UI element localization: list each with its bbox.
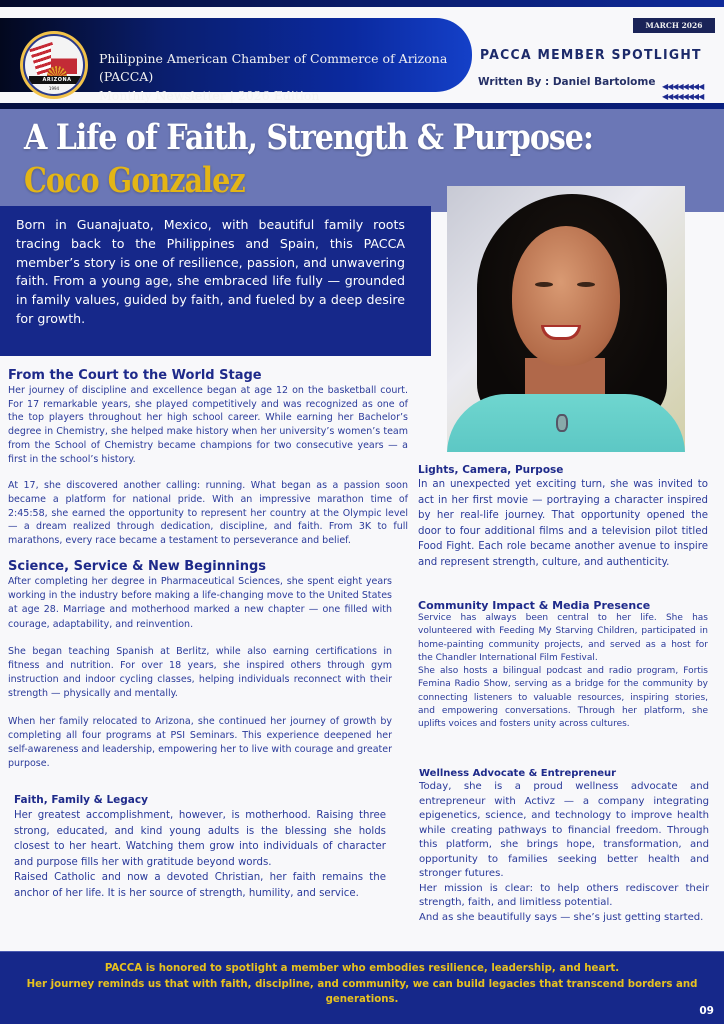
section-paragraph: She also hosts a bilingual podcast and radio program, Fortis Femina Radio Show, serving as a bridge for the community by connecting listeners to valuable resources, inspiring stories, and empowering conversations. Through her platform, she uplifts voices and fosters unity across cultures. <box>418 666 708 730</box>
section-paragraph: Her journey of discipline and excellence began at age 12 on the basketball court. For 17 remarkable years, she played competitively and was recognized as one of the top players throughout her high school career. While earning her Bachelor’s degree in Chemistry, she helped make history when her university’s women’s team from the School of Chemistry became champions for two consecutive years — a first in the school’s history. <box>8 385 408 465</box>
page-number: 09 <box>699 1005 714 1017</box>
member-photo <box>447 186 685 452</box>
footer-line: PACCA is honored to spotlight a member who embodies resilience, leadership, and heart. <box>104 963 620 974</box>
newsletter-edition: Monthly Newsletter | 2026 Edition <box>99 88 320 103</box>
section-paragraph: Raised Catholic and now a devoted Christian, her faith remains the anchor of her life. It is her source of strength, humility, and service. <box>14 872 386 899</box>
section-paragraph: Her greatest accomplishment, however, is motherhood. Raising three strong, educated, and kind young adults is the blessing she holds closest to her heart. Watching them grow into individuals of character and purpose fills her with gratitude beyond words. <box>14 810 386 868</box>
arrow-row: ◀◀◀◀◀◀◀◀ <box>662 92 704 101</box>
section-community <box>418 599 708 732</box>
section-lights <box>418 464 708 571</box>
section-heading: Community Impact & Media Presence <box>418 599 651 612</box>
spotlight-title: PACCA MEMBER SPOTLIGHT <box>480 47 702 63</box>
byline: Written By : Daniel Bartolome <box>478 76 656 88</box>
header-band <box>0 7 724 103</box>
date-badge: MARCH 2026 <box>633 18 715 33</box>
logo-band-text: ARIZONA <box>29 76 85 84</box>
photo-eye <box>535 282 553 287</box>
article-title: A Life of Faith, Strength & Purpose: <box>24 117 593 158</box>
subject-name: Coco Gonzalez <box>24 160 245 201</box>
section-court <box>8 368 408 548</box>
section-paragraph: At 17, she discovered another calling: running. What began as a passion soon became a platform for national pride. With an impressive marathon time of 2:45:58, she earned the opportunity to represent her country at the Olympic level — a dream realized through dedication, discipline, and faith. From 3K to full marathons, every race became a testament to perseverance and belief. <box>8 480 408 547</box>
section-heading: Science, Service & New Beginnings <box>8 559 267 574</box>
section-heading: From the Court to the World Stage <box>8 368 262 383</box>
intro-text: Born in Guanajuato, Mexico, with beautiful family roots tracing back to the Philippines and Spain, this PACCA member’s story is one of resilience, passion, and unwavering faith. From a young age, she embraced life fully — grounded in family values, guided by faith, and fueled by a deep desire for growth. <box>16 217 405 326</box>
section-paragraph: Service has always been central to her life. She has volunteered with Feeding My Starving Children, participated in home-painting community projects, and served as a host for the Chandler International Film Festival. <box>418 613 708 663</box>
section-heading: Wellness Advocate & Entrepreneur <box>419 768 617 779</box>
section-paragraph: When her family relocated to Arizona, she continued her journey of growth by completing all four programs at PSI Seminars. This experience deepened her self-awareness and leadership, empowering her to live with courage and greater purpose. <box>8 715 392 770</box>
photo-face <box>512 226 620 366</box>
pendant-icon <box>556 414 568 432</box>
section-paragraph: In an unexpected yet exciting turn, she was invited to act in her first movie — portraying a character inspired by her real-life journey. That opportunity opened the door to four additional films and a television pilot titled Food Fight. Each role became another avenue to inspire and represent strength, culture, and authenticity. <box>418 479 708 568</box>
top-stripe <box>0 0 724 7</box>
section-paragraph: Today, she is a proud wellness advocate and entrepreneur with Activz — a company integrating epigenetics, science, and technology to improve health while creating pathways to financial freedom. Through this platform, she brings hope, transformation, and opportunity to families seeking better health and stronger futures. <box>419 781 709 879</box>
section-science <box>8 559 392 771</box>
section-heading: Faith, Family & Legacy <box>14 794 148 806</box>
photo-eye <box>577 282 595 287</box>
section-paragraph: And as she beautifully says — she’s just getting started. <box>419 911 704 923</box>
section-heading: Lights, Camera, Purpose <box>418 464 564 476</box>
section-paragraph: She began teaching Spanish at Berlitz, while also earning certifications in fitness and nutrition. For over 18 years, she inspired others through gym instruction and indoor cycling classes, helping individuals reconnect with their strength — physically and mentally. <box>8 645 392 700</box>
section-paragraph: After completing her degree in Pharmaceutical Sciences, she spent eight years working in the industry before making a life-changing move to the United States at age 28. Marriage and motherhood marked a new chapter — one filled with courage, adaptability, and reinvention. <box>8 576 392 630</box>
logo-year: 1994 <box>48 86 60 91</box>
pacca-seal-logo <box>20 31 88 99</box>
intro-box <box>0 206 431 356</box>
section-faith <box>14 794 386 901</box>
footer-message <box>20 961 704 1008</box>
org-name: Philippine American Chamber of Commerce of Arizona (PACCA) <box>99 51 448 84</box>
logo-inner <box>23 34 85 96</box>
footer-line: Her journey reminds us that with faith, discipline, and community, we can build legacies that transcend borders and generations. <box>26 978 698 1005</box>
section-wellness <box>419 768 709 925</box>
decor-arrows-icon <box>662 82 722 102</box>
header-pill <box>0 18 472 103</box>
section-paragraph: Her mission is clear: to help others rediscover their strength, faith, and limitless potential. <box>419 882 709 908</box>
arrow-row: ◀◀◀◀◀◀◀◀ <box>662 82 704 91</box>
footer <box>0 951 724 1024</box>
